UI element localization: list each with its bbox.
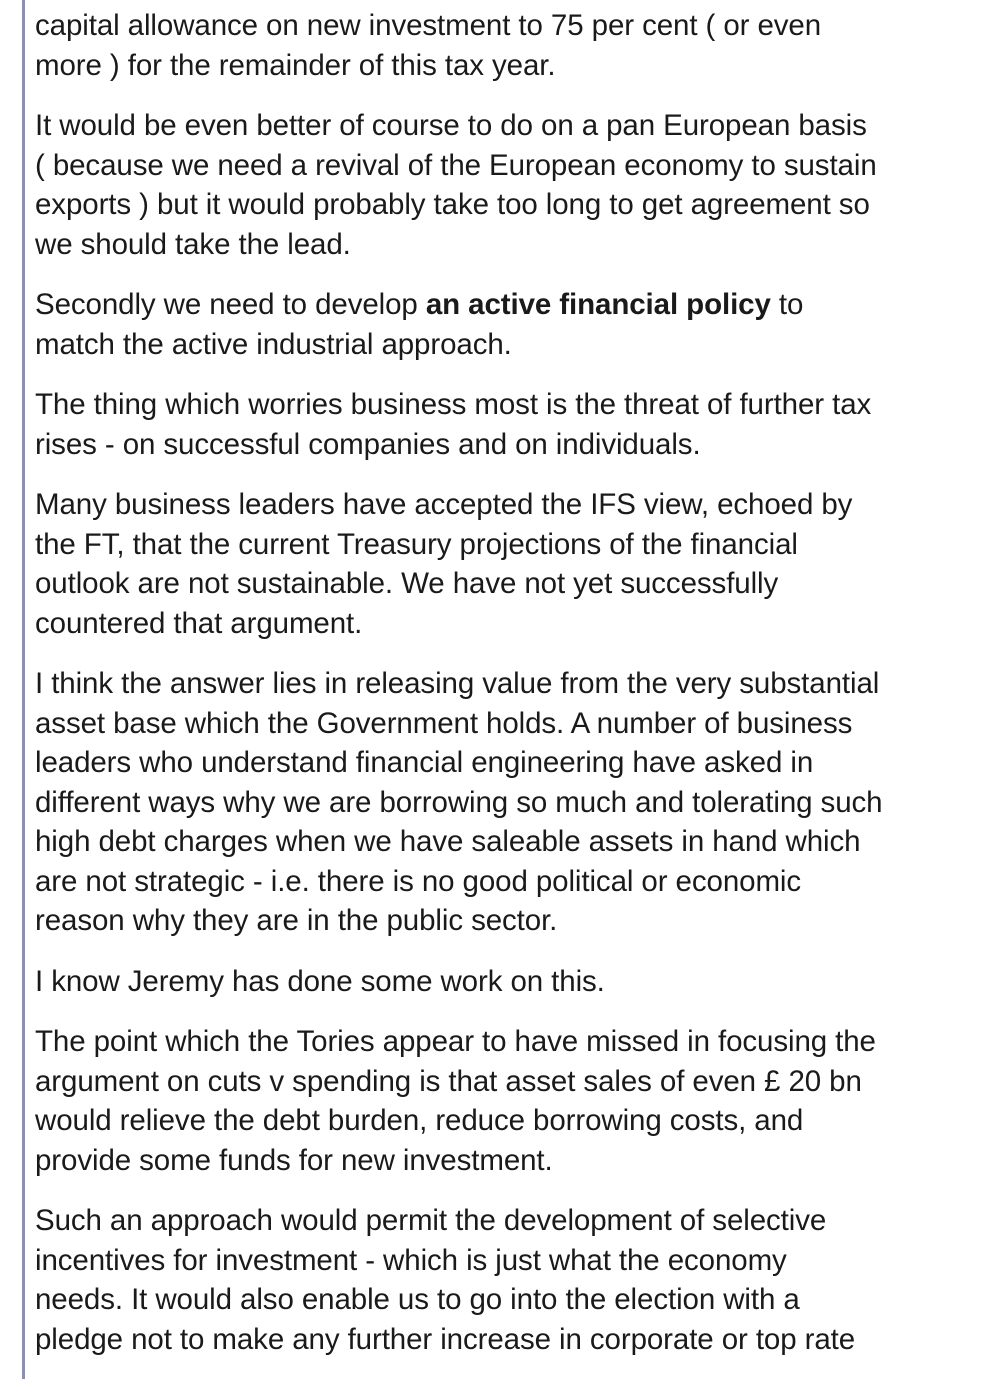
text-line: more ) for the remainder of this tax year. (35, 48, 556, 82)
text-line: leaders who understand financial engineering have asked in (35, 746, 814, 779)
text-line: countered that argument. (35, 606, 363, 640)
text-run: Secondly we need to develop (35, 288, 426, 321)
text-line: would relieve the debt burden, reduce borrowing costs, and (35, 1104, 804, 1137)
text-line: provide some funds for new investment. (35, 1143, 553, 1177)
paragraph-ifs-view (35, 485, 1000, 643)
text-line: reason why they are in the public sector. (35, 904, 558, 937)
quote-bar (22, 0, 25, 1379)
paragraph-selective-incentives (35, 1201, 1000, 1359)
text-line: asset base which the Government holds. A number of business (35, 706, 853, 740)
text-line: I know Jeremy has done some work on this. (35, 964, 605, 998)
text-line: The thing which worries business most is the threat of further tax (35, 388, 872, 421)
paragraph-tories (35, 1022, 1000, 1180)
text-line: high debt charges when we have saleable assets in hand which (35, 825, 861, 858)
text-line: pledge not to make any further increase in corporate or top rate (35, 1322, 856, 1356)
text-line (35, 285, 1000, 325)
paragraph-tax-rises (35, 385, 1000, 464)
bold-phrase: an active financial policy (425, 288, 771, 321)
text-line: needs. It would also enable us to go into the election with a (35, 1283, 800, 1316)
paragraph-capital-allowance (35, 6, 1000, 85)
text-line: capital allowance on new investment to 75 per cent ( or even (35, 9, 822, 42)
paragraph-jeremy (35, 962, 1000, 1002)
text-line: It would be even better of course to do on a pan European basis (35, 109, 867, 142)
text-line: The point which the Tories appear to have missed in focusing the (35, 1025, 876, 1058)
text-line: are not strategic - i.e. there is no good political or economic (35, 864, 802, 898)
text-line: I think the answer lies in releasing value from the very substantial (35, 667, 880, 700)
text-line: exports ) but it would probably take too long to get agreement so (35, 188, 870, 221)
document-body (35, 6, 1000, 1380)
paragraph-asset-base (35, 664, 1000, 941)
text-line: outlook are not sustainable. We have not yet successfully (35, 567, 779, 600)
text-line: the FT, that the current Treasury projections of the financial (35, 527, 798, 561)
text-line: incentives for investment - which is just what the economy (35, 1243, 787, 1277)
text-line: rises - on successful companies and on individuals. (35, 427, 701, 461)
text-line: match the active industrial approach. (35, 327, 512, 361)
text-line: argument on cuts v spending is that asset sales of even £ 20 bn (35, 1064, 862, 1098)
text-line: ( because we need a revival of the European economy to sustain (35, 148, 877, 182)
paragraph-financial-policy (35, 285, 1000, 364)
paragraph-pan-european (35, 106, 1000, 264)
text-line: Such an approach would permit the development of selective (35, 1204, 827, 1237)
text-line: we should take the lead. (35, 227, 351, 261)
text-line: Many business leaders have accepted the IFS view, echoed by (35, 488, 853, 521)
text-run: to (770, 288, 804, 321)
text-line: different ways why we are borrowing so much and tolerating such (35, 785, 883, 819)
